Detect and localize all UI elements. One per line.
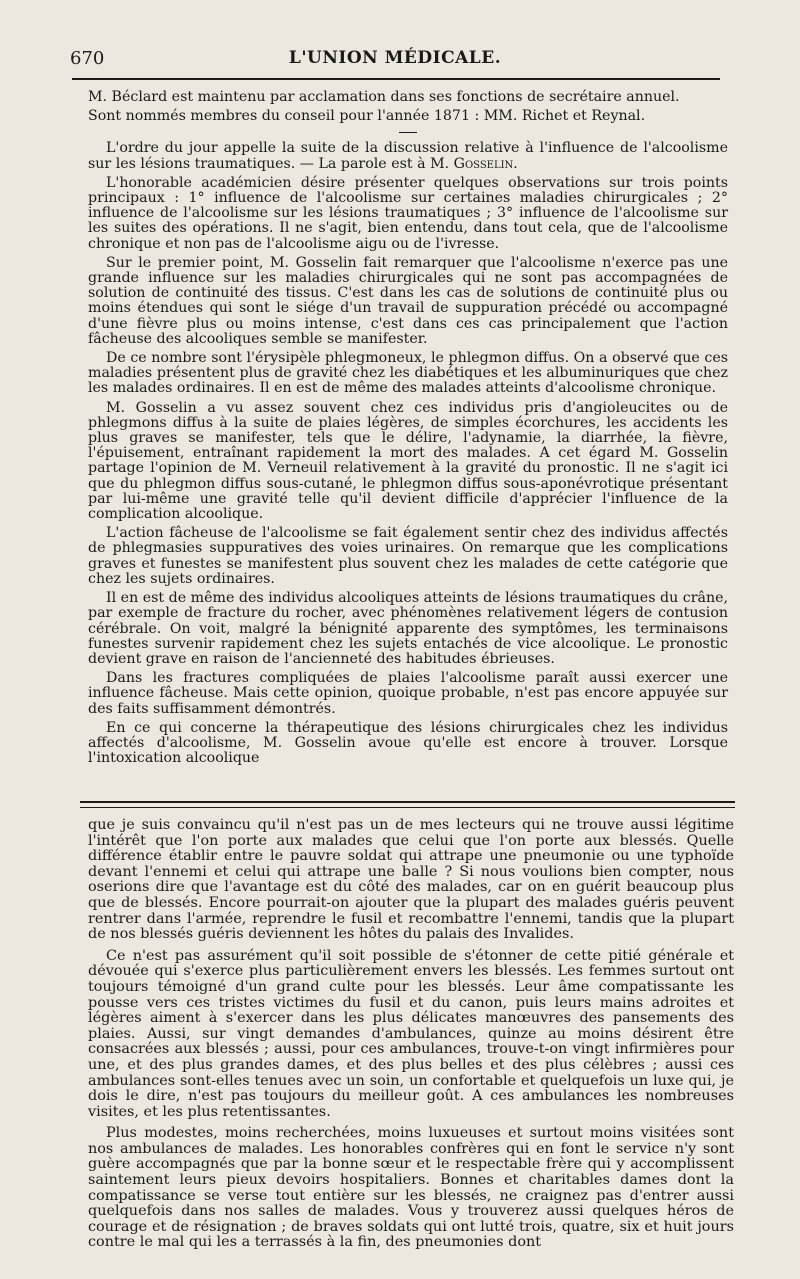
paragraph-three-points: L'honorable académicien désire présenter quelques observations sur trois points principaux : 1° influence de l'alcoolisme sur certaines maladies chirurgicales ; 2° influence de l'alcoolisme sur les lésions traumatiques ; 3° influence de l'alcoolisme sur les suites des opérations. Il ne s'agit, bien entendu, dans tout cela, que de l'alcoolisme chronique et non pas de l'alcoolisme aigu ou de l'ivresse. — [88, 174, 728, 252]
paragraph-urinary: L'action fâcheuse de l'alcoolisme se fait également sentir chez des individus affectés de phlegmasies suppuratives des voies urinaires. On remarque que les complications graves et funestes se manifestent plus souvent chez les malades de cette catégorie que chez les sujets ordinaires. — [88, 525, 728, 587]
paragraph-first-point: Sur le premier point, M. Gosselin fait remarquer que l'alcoolisme n'exerce pas une grande influence sur les maladies chirurgicales qui ne sont pas accompagnées de solution de continuité des tissus. C'est dans les cas de solutions de continuité plus ou moins étendues qui sont le siége d'un travail de suppuration précédé ou accompagné d'une fièvre plus ou moins intense, c'est dans ces cas principalement que l'action fâcheuse des alcooliques semble se manifester. — [88, 254, 728, 347]
academy-report-section — [88, 90, 728, 770]
header-rule — [72, 78, 720, 80]
section-divider — [399, 132, 417, 133]
paragraph-therapeutics: En ce qui concerne la thérapeutique des lésions chirurgicales chez les individus affectés d'alcoolisme, M. Gosselin avoue qu'elle est encore à trouver. Lorsque l'intoxication alcoolique — [88, 719, 728, 767]
speaker-name: M. Gosselin. — [430, 155, 518, 172]
paragraph-secretary: M. Béclard est maintenu par acclamation dans ses fonctions de secrétaire annuel. — [88, 89, 680, 105]
paragraph-erysipelas: De ce nombre sont l'érysipèle phlegmoneux, le phlegmon diffus. On a observé que ces maladies présentent plus de gravité chez les diabétiques et les albuminuriques que chez les malades ordinaires. Il en est de même des malades atteints d'alcoolisme chronique. — [88, 350, 728, 397]
paragraph-angioleucites: M. Gosselin a vu assez souvent chez ces individus pris d'angioleucites ou de phlegmons diffus à la suite de plaies légères, de simples écorchures, les accidents les plus graves se manifester, tels que le délire, l'adynamie, la diarrhée, la fièvre, l'épuisement, entraînant rapidement la mort des malades. A cet égard M. Gosselin partage l'opinion de M. Verneuil relativement à la gravité du pronostic. Il ne s'agit ici que du phlegmon diffus sous-cutané, le phlegmon diffus sous-aponévrotique présentant par lui-même une gravité telle qu'il devient difficile d'apprécier l'influence de la complication alcoolique. — [88, 399, 728, 523]
page-number: 670 — [70, 48, 105, 69]
feuilleton-section — [88, 818, 734, 1257]
feuilleton-divider — [80, 801, 735, 808]
order-of-day-text: L'ordre du jour appelle la suite de la discussion relative à l'influence de l'alcoolisme sur les lésions traumatiques. — La parole est à — [88, 140, 728, 172]
feuilleton-paragraph-1: que je suis convaincu qu'il n'est pas un de mes lecteurs qui ne trouve aussi légitime l'intérêt que l'on porte aux malades que celui que l'on porte aux blessés. Quelle différence établir entre le pauvre soldat qui attrape une pneumonie ou une typhoïde devant l'ennemi et celui qui attrape une balle ? Si nous voulions bien compter, nous oserions dire que l'avantage est du côté des malades, car on en guérit beaucoup plus que de blessés. Encore pourrait-on ajouter que la plupart des malades guéris peuvent rentrer dans l'armée, reprendre le fusil et recombattre l'ennemi, tandis que la plupart de nos blessés guéris deviennent les hôtes du palais des Invalides. — [88, 817, 734, 943]
paragraph-council: Sont nommés membres du conseil pour l'année 1871 : MM. Richet et Reynal. — [88, 108, 646, 125]
paragraph-order-of-day — [88, 141, 728, 171]
feuilleton-paragraph-3: Plus modestes, moins recherchées, moins luxueuses et surtout moins visitées sont nos ambulances de malades. Les honorables confrères qui en font le service n'y sont guère accompagnés que par la bonne sœur et le respectable frère qui y accomplissent saintement leurs pieux devoirs hospitaliers. Bonnes et charitables dames dont la compatissance se verse tout entière sur les blessés, ne craignez pas d'entrer aussi quelquefois dans nos salles de malades. Vous y trouverez aussi quelques héros de courage et de résignation ; de braves soldats qui ont lutté trois, quatre, six et huit jours contre le mal qui les a terrassés à la fin, des pneumonies dont — [88, 1125, 734, 1251]
paragraph-fractures: Dans les fractures compliquées de plaies l'alcoolisme paraît aussi exercer une influence fâcheuse. Mais cette opinion, quoique probable, n'est pas encore appuyée sur des faits suffisamment démontrés. — [88, 670, 728, 717]
feuilleton-paragraph-2: Ce n'est pas assurément qu'il soit possible de s'étonner de cette pitié générale et dévouée qui s'exerce plus particulièrement envers les blessés. Les femmes surtout ont toujours témoigné d'un grand culte pour les blessés. Leur âme compatissante les pousse vers ces tristes victimes du fusil et du canon, puis leurs mains adroites et légères aiment à s'exercer dans les plus délicates manœuvres des pansements des plaies. Aussi, sur vingt demandes d'ambulances, quinze au moins désirent être consacrées aux blessés ; aussi, pour ces ambulances, trouve-t-on vingt infirmières pour une, et des plus grandes dames, et des plus belles et des plus célèbres ; aussi ces ambulances sont-elles tenues avec un soin, un confortable et quelquefois un luxe qui, je dois le dire, n'est pas toujours du meilleur goût. A ces ambulances les nombreuses visites, et les plus retentissantes. — [88, 947, 734, 1120]
page-header — [70, 46, 720, 74]
paragraph-cranial: Il en est de même des individus alcooliques atteints de lésions traumatiques du crâne, par exemple de fracture du rocher, avec phénomènes relativement légers de contusion cérébrale. On voit, malgré la bénignité apparente des symptômes, les terminaisons funestes survenir rapidement chez les sujets entachés de vice alcoolique. Le pronostic devient grave en raison de l'ancienneté des habitudes ébrieuses. — [88, 590, 728, 667]
journal-title: L'UNION MÉDICALE. — [288, 48, 502, 68]
